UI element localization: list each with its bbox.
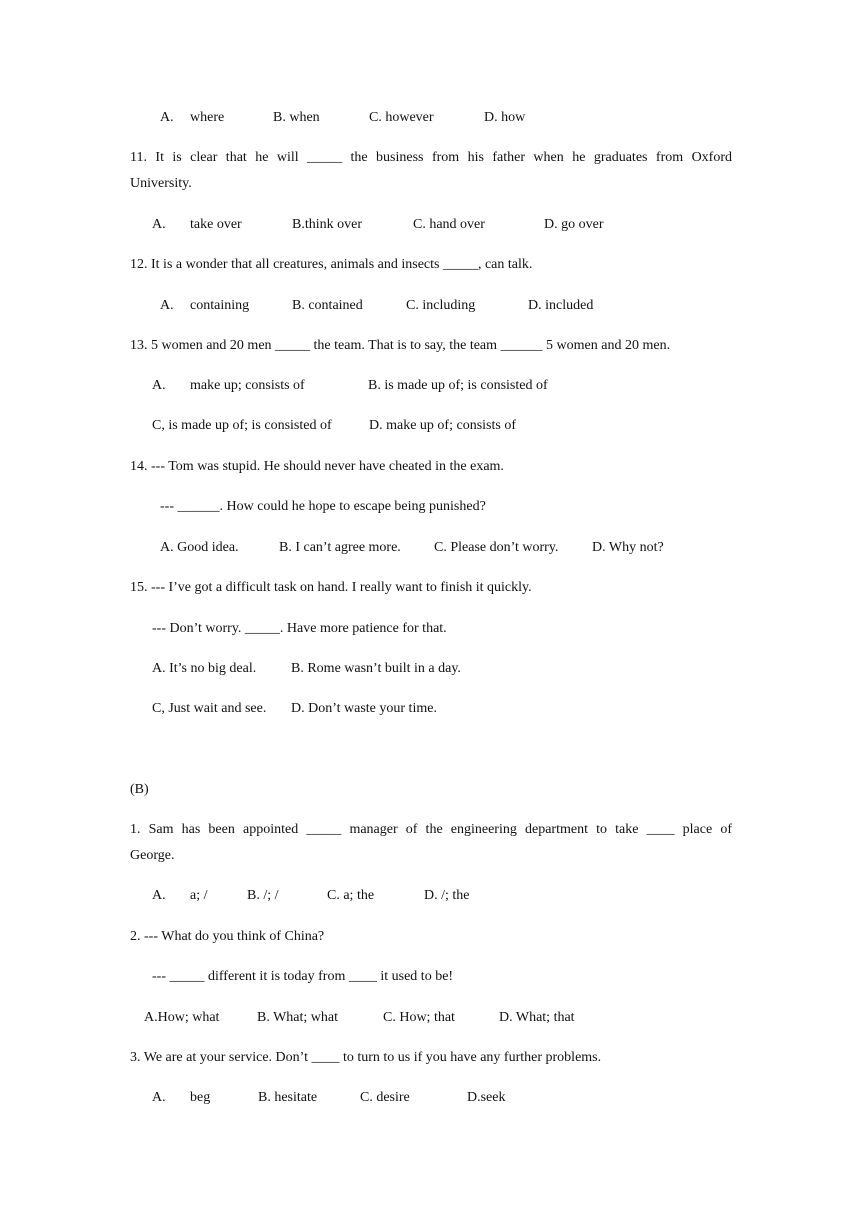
question-b1-stem-line1: 1. Sam has been appointed _____ manager of the engineering department to take ____ place of (130, 822, 732, 837)
option-a: A.How; what (144, 1010, 220, 1025)
option-b: B. is made up of; is consisted of (368, 378, 548, 393)
option-letter-a: A. (160, 110, 174, 125)
section-b-heading: (B) (130, 782, 149, 797)
option-c: C. however (369, 110, 434, 125)
option-a: A. It’s no big deal. (152, 661, 257, 676)
option-c: C, Just wait and see. (152, 701, 267, 716)
option-d: D. how (484, 110, 526, 125)
option-b: B. /; / (247, 888, 279, 903)
option-c: C. How; that (383, 1010, 455, 1025)
option-d: D. What; that (499, 1010, 575, 1025)
option-letter-a: A. (160, 298, 174, 313)
option-letter-a: A. (152, 1090, 166, 1105)
option-letter-a: A. (152, 378, 166, 393)
question-b2-stem: 2. --- What do you think of China? (130, 929, 325, 944)
question-b1-stem-line2: George. (130, 848, 175, 863)
option-a-text: make up; consists of (190, 378, 305, 393)
option-d: D. make up of; consists of (369, 418, 516, 433)
option-a: A. Good idea. (160, 540, 239, 555)
option-b: B. What; what (257, 1010, 339, 1025)
option-c: C, is made up of; is consisted of (152, 418, 332, 433)
option-c: C. Please don’t worry. (434, 540, 559, 555)
option-d: D. /; the (424, 888, 470, 903)
option-letter-a: A. (152, 217, 166, 232)
option-d: D.seek (467, 1090, 506, 1105)
option-d: D. go over (544, 217, 604, 232)
option-b: B. Rome wasn’t built in a day. (291, 661, 461, 676)
option-b: B. I can’t agree more. (279, 540, 401, 555)
option-c: C. desire (360, 1090, 410, 1105)
option-b: B.think over (292, 217, 362, 232)
question-15-stem: 15. --- I’ve got a difficult task on hand. I really want to finish it quickly. (130, 580, 532, 595)
option-letter-a: A. (152, 888, 166, 903)
question-11-stem-line1: 11. It is clear that he will _____ the business from his father when he graduates from Oxford (130, 150, 732, 165)
question-14-stem: 14. --- Tom was stupid. He should never have cheated in the exam. (130, 459, 504, 474)
option-a-text: where (190, 110, 225, 125)
option-b: B. contained (292, 298, 363, 313)
option-c: C. a; the (327, 888, 375, 903)
question-11-stem-line2: University. (130, 176, 192, 191)
option-c: C. hand over (413, 217, 485, 232)
option-a-text: take over (190, 217, 242, 232)
option-d: D. Don’t waste your time. (291, 701, 437, 716)
option-a-text: containing (190, 298, 250, 313)
option-a-text: a; / (190, 888, 208, 903)
question-15-reply: --- Don’t worry. _____. Have more patience for that. (152, 621, 447, 636)
option-d: D. included (528, 298, 594, 313)
question-b2-reply: --- _____ different it is today from ____ it used to be! (152, 969, 454, 984)
option-b: B. when (273, 110, 320, 125)
option-c: C. including (406, 298, 476, 313)
option-a-text: beg (190, 1090, 211, 1105)
question-13-stem: 13. 5 women and 20 men _____ the team. That is to say, the team ______ 5 women and 20 men. (130, 338, 671, 353)
question-12-stem: 12. It is a wonder that all creatures, animals and insects _____, can talk. (130, 257, 533, 272)
option-d: D. Why not? (592, 540, 664, 555)
option-b: B. hesitate (258, 1090, 318, 1105)
question-14-reply: --- ______. How could he hope to escape being punished? (160, 499, 486, 514)
question-b3-stem: 3. We are at your service. Don’t ____ to turn to us if you have any further problems. (130, 1050, 602, 1065)
